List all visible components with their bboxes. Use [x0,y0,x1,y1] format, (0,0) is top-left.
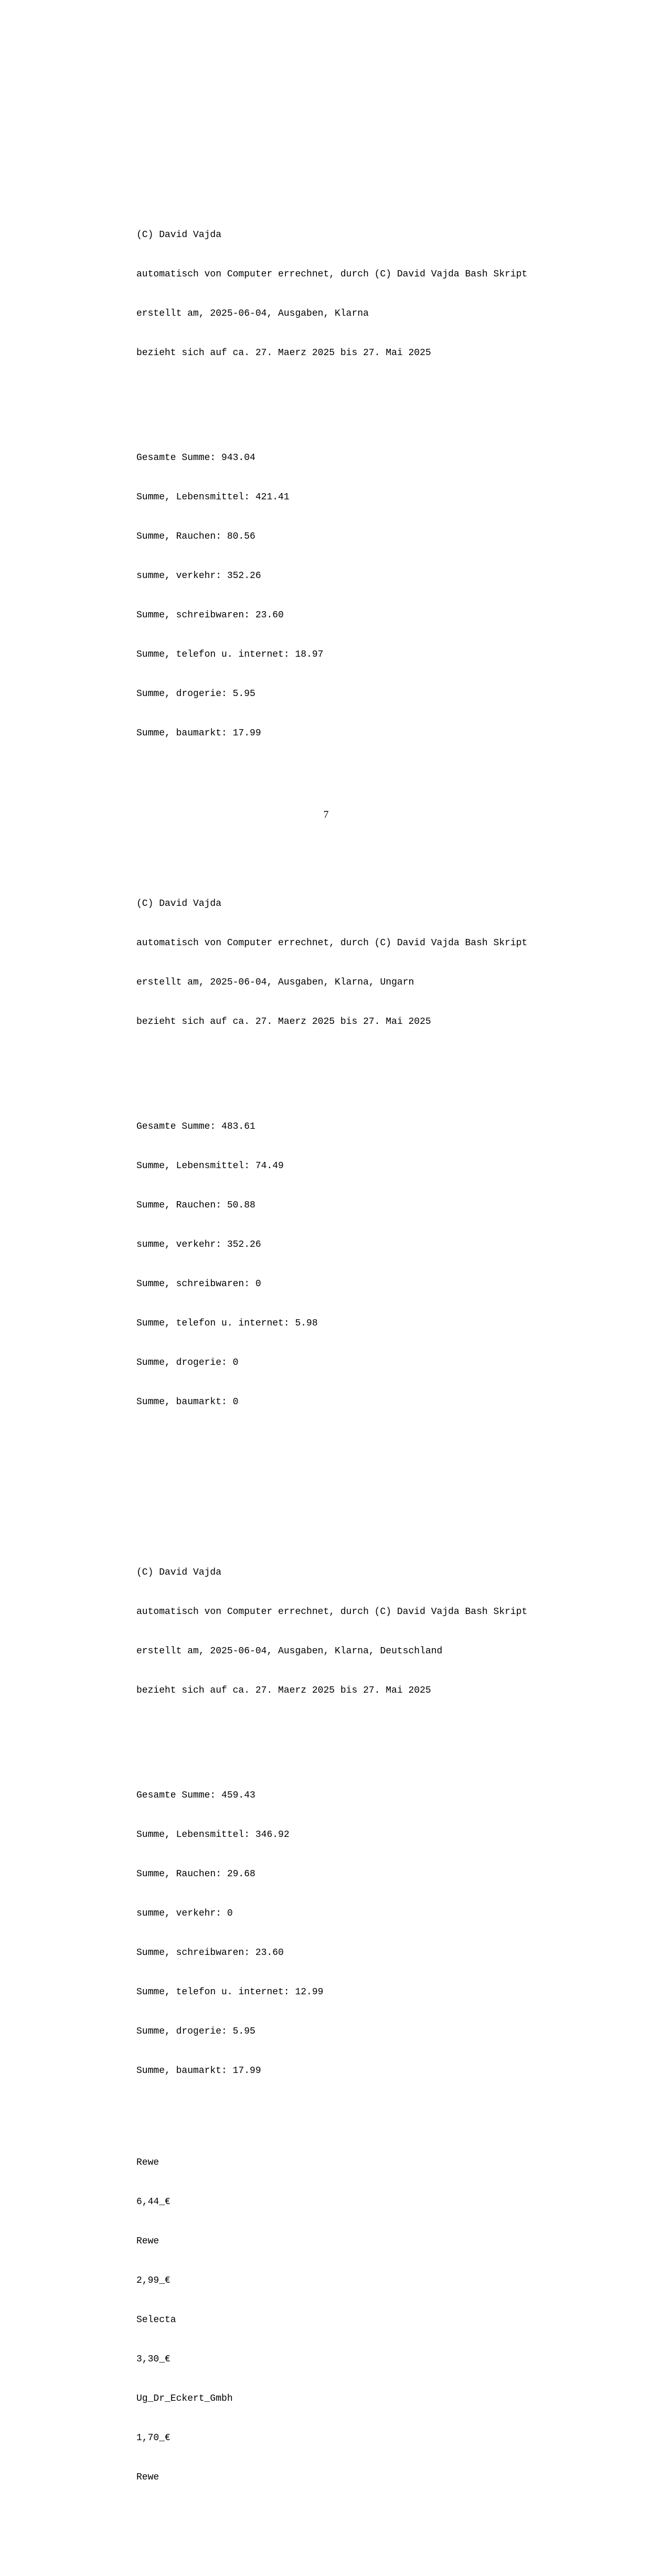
merchant-line: Selecta [136,2315,176,2325]
amount-line: 1,70_€ [136,2433,170,2443]
merchant-line: Rewe [136,2157,159,2168]
script-info-line: automatisch von Computer errechnet, durch (C) David Vajda Bash Skript [136,269,528,280]
sum-rauchen-line: Summe, Rauchen: 80.56 [136,531,255,542]
period-line: bezieht sich auf ca. 27. Maerz 2025 bis 27. Mai 2025 [136,1017,431,1027]
sum-schreibwaren-line: Summe, schreibwaren: 23.60 [136,1948,284,1958]
period-line: bezieht sich auf ca. 27. Maerz 2025 bis 27. Mai 2025 [136,1685,431,1696]
report-sums [136,1094,527,1435]
script-info-line: automatisch von Computer errechnet, durch (C) David Vajda Bash Skript [136,938,528,948]
created-line: erstellt am, 2025-06-04, Ausgaben, Klarna, Deutschland [136,1646,443,1656]
sum-schreibwaren-line: Summe, schreibwaren: 0 [136,1279,261,1289]
copyright-line: (C) David Vajda [136,1567,222,1578]
report-header [136,871,527,1055]
report-header [136,202,527,386]
report-block-klarna-gesamt [136,176,527,793]
page-number: 7 [323,809,329,820]
created-line: erstellt am, 2025-06-04, Ausgaben, Klarna, Ungarn [136,977,414,988]
sum-baumarkt-line: Summe, baumarkt: 17.99 [136,728,261,739]
report-header [136,1540,527,1724]
sum-telefon-internet-line: Summe, telefon u. internet: 12.99 [136,1987,324,1997]
merchant-line: Rewe [136,2236,159,2247]
merchant-line: Ug_Dr_Eckert_Gmbh [136,2393,233,2404]
sum-lebensmittel-line: Summe, Lebensmittel: 346.92 [136,1830,290,1840]
sum-verkehr-line: summe, verkehr: 0 [136,1908,233,1919]
sum-rauchen-line: Summe, Rauchen: 50.88 [136,1200,255,1211]
report-block-klarna-ungarn [136,845,527,1461]
total-sum-line: Gesamte Summe: 483.61 [136,1121,255,1132]
report-block-klarna-deutschland [136,1514,527,2537]
receipt-list [136,2130,527,2510]
created-line: erstellt am, 2025-06-04, Ausgaben, Klarna [136,308,369,319]
sum-schreibwaren-line: Summe, schreibwaren: 23.60 [136,610,284,621]
amount-line: 6,44_€ [136,2197,170,2207]
sum-verkehr-line: summe, verkehr: 352.26 [136,571,261,581]
sum-telefon-internet-line: Summe, telefon u. internet: 18.97 [136,649,324,660]
sum-drogerie-line: Summe, drogerie: 5.95 [136,2026,255,2037]
sum-telefon-internet-line: Summe, telefon u. internet: 5.98 [136,1318,318,1329]
amount-line: 2,99_€ [136,2275,170,2286]
sum-rauchen-line: Summe, Rauchen: 29.68 [136,1869,255,1879]
sum-baumarkt-line: Summe, baumarkt: 17.99 [136,2066,261,2076]
copyright-line: (C) David Vajda [136,899,222,909]
sum-baumarkt-line: Summe, baumarkt: 0 [136,1397,239,1407]
amount-line: 3,30_€ [136,2354,170,2365]
script-info-line: automatisch von Computer errechnet, durch (C) David Vajda Bash Skript [136,1607,528,1617]
copyright-line: (C) David Vajda [136,230,222,240]
merchant-line: Rewe [136,2472,159,2483]
sum-lebensmittel-line: Summe, Lebensmittel: 421.41 [136,492,290,503]
sum-lebensmittel-line: Summe, Lebensmittel: 74.49 [136,1161,284,1171]
total-sum-line: Gesamte Summe: 943.04 [136,453,255,463]
period-line: bezieht sich auf ca. 27. Maerz 2025 bis 27. Mai 2025 [136,348,431,358]
total-sum-line: Gesamte Summe: 459.43 [136,1790,255,1801]
sum-drogerie-line: Summe, drogerie: 5.95 [136,689,255,699]
report-sums [136,425,527,766]
report-text-block [136,137,527,2576]
report-sums [136,1763,527,2104]
sum-drogerie-line: Summe, drogerie: 0 [136,1358,239,1368]
sum-verkehr-line: summe, verkehr: 352.26 [136,1239,261,1250]
